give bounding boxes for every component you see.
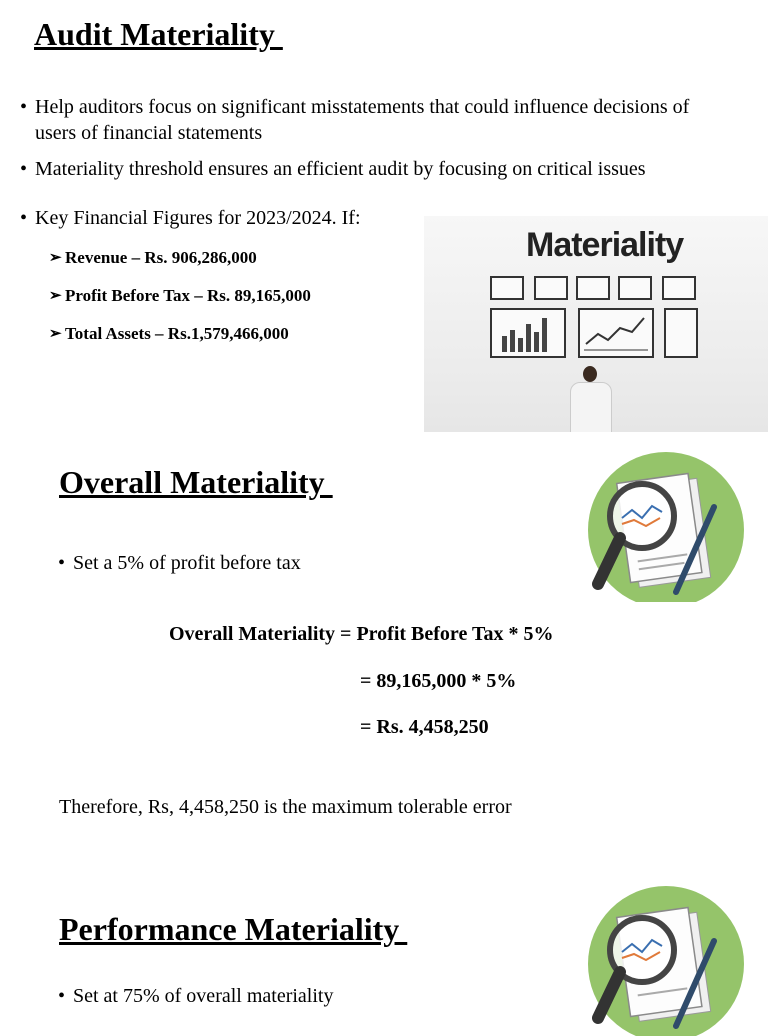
arrow-icon: ➢ (49, 326, 62, 342)
page-title: Audit Materiality (34, 16, 283, 52)
bullet-text: Key Financial Figures for 2023/2024. If: (35, 207, 361, 229)
figure-text: Revenue – Rs. 906,286,000 (65, 248, 257, 267)
bullet-text: Set at 75% of overall materiality (73, 985, 334, 1007)
figure-item (49, 285, 405, 307)
figure-item (49, 323, 405, 345)
magnifier-document-icon (584, 452, 744, 602)
image-caption: Materiality (526, 226, 684, 264)
materiality-image (424, 216, 768, 432)
person-head (583, 366, 597, 382)
bullet-item (20, 156, 755, 182)
section-title-overall: Overall Materiality (59, 464, 333, 500)
figure-text: Profit Before Tax – Rs. 89,165,000 (65, 286, 311, 305)
mini-card (662, 276, 696, 300)
list-card (664, 308, 698, 358)
bullet-icon: • (58, 552, 66, 574)
bullet-icon: • (58, 985, 66, 1007)
magnifier-document-icon (584, 886, 744, 1036)
bullet-item (58, 983, 473, 1009)
bullet-item (58, 550, 473, 576)
line-chart-icon (580, 310, 652, 356)
bullet-icon: • (20, 158, 28, 180)
bullet-icon: • (20, 207, 28, 229)
figure-text: Total Assets – Rs.1,579,466,000 (65, 324, 289, 343)
formula-line: = 89,165,000 * 5% (360, 670, 517, 692)
formula-line: Overall Materiality = Profit Before Tax * 5% (169, 623, 554, 645)
mini-card (618, 276, 652, 300)
person-body (570, 382, 612, 432)
bar-chart-icon (492, 310, 564, 356)
bullet-item (20, 94, 695, 146)
bullet-item (20, 205, 435, 231)
mini-card (534, 276, 568, 300)
bullet-text: Set a 5% of profit before tax (73, 552, 301, 574)
mini-card (576, 276, 610, 300)
mini-card (490, 276, 524, 300)
formula-line: = Rs. 4,458,250 (360, 716, 489, 738)
arrow-icon: ➢ (49, 250, 62, 266)
conclusion-text: Therefore, Rs, 4,458,250 is the maximum tolerable error (59, 796, 512, 818)
arrow-icon: ➢ (49, 288, 62, 304)
bullet-icon: • (20, 96, 28, 118)
bullet-text: Materiality threshold ensures an efficient audit by focusing on critical issues (35, 158, 646, 180)
section-title-performance: Performance Materiality (59, 911, 408, 947)
bullet-text: Help auditors focus on significant misstatements that could influence decisions of users of financial statements (35, 96, 690, 144)
line-chart-card (578, 308, 654, 358)
figure-item (49, 247, 405, 269)
bar-chart-card (490, 308, 566, 358)
